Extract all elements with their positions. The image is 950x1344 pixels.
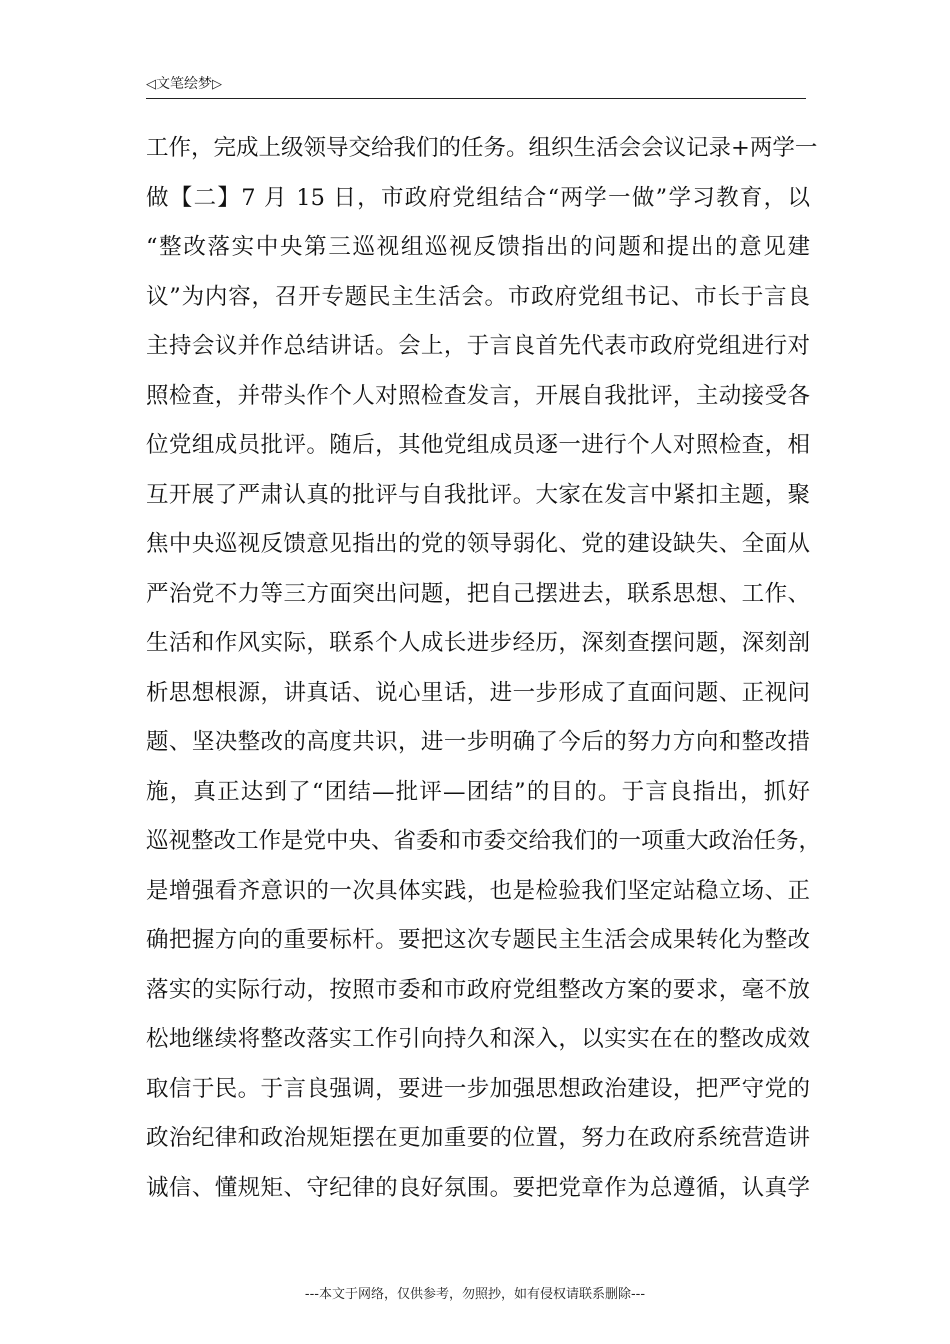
- text-line: 政治纪律和政治规矩摆在更加重要的位置，努力在政府系统营造讲: [146, 1125, 810, 1151]
- page-header: [146, 72, 806, 99]
- text-line: 松地继续将整改落实工作引向持久和深入，以实实在在的整改成效: [146, 1026, 810, 1052]
- text-line: 议”为内容，召开专题民主生活会。市政府党组书记、市长于言良: [146, 283, 810, 310]
- text-line: 巡视整改工作是党中央、省委和市委交给我们的一项重大政治任务，: [146, 828, 822, 854]
- header-brand: [146, 75, 222, 98]
- text-line: 做【二】7 月 15 日，市政府党组结合“两学一做”学习教育，以: [146, 184, 810, 211]
- text-line: 生活和作风实际，联系个人成长进步经历，深刻查摆问题，深刻剖: [146, 630, 810, 656]
- text-line: 互开展了严肃认真的批评与自我批评。大家在发言中紧扣主题，聚: [146, 481, 810, 508]
- text-line: 落实的实际行动，按照市委和市政府党组整改方案的要求，毫不放: [146, 976, 810, 1003]
- triangle-right-icon: ▷: [212, 77, 222, 92]
- text-line: 取信于民。于言良强调，要进一步加强思想政治建设，把严守党的: [146, 1075, 810, 1102]
- text-line: 题、坚决整改的高度共识，进一步明确了今后的努力方向和整改措: [146, 729, 810, 755]
- text-line: 照检查，并带头作个人对照检查发言，开展自我批评，主动接受各: [146, 382, 810, 409]
- text-line: 焦中央巡视反馈意见指出的党的领导弱化、党的建设缺失、全面从: [146, 531, 810, 557]
- page-footer: ---本文于网络，仅供参考，勿照抄，如有侵权请联系删除---: [304, 1287, 646, 1302]
- text-line: 位党组成员批评。随后，其他党组成员逐一进行个人对照检查，相: [146, 432, 810, 458]
- text-line: 确把握方向的重要标杆。要把这次专题民主生活会成果转化为整改: [146, 927, 810, 953]
- text-line: 是增强看齐意识的一次具体实践，也是检验我们坚定站稳立场、正: [146, 877, 810, 904]
- header-title: 文笔绘梦: [156, 76, 212, 92]
- text-line: 工作，完成上级领导交给我们的任务。组织生活会会议记录+两学一: [146, 135, 818, 161]
- text-line: 施，真正达到了“团结—批评—团结”的目的。于言良指出，抓好: [146, 778, 810, 805]
- body-text: [146, 124, 822, 1213]
- text-line: 严治党不力等三方面突出问题，把自己摆进去，联系思想、工作、: [146, 580, 810, 607]
- text-line: “整改落实中央第三巡视组巡视反馈指出的问题和提出的意见建: [146, 234, 810, 260]
- text-line: 析思想根源，讲真话、说心里话，进一步形成了直面问题、正视问: [146, 679, 810, 706]
- text-line: 诚信、懂规矩、守纪律的良好氛围。要把党章作为总遵循，认真学: [146, 1174, 810, 1201]
- text-line: 主持会议并作总结讲话。会上，于言良首先代表市政府党组进行对: [146, 333, 810, 359]
- triangle-left-icon: ◁: [146, 77, 156, 92]
